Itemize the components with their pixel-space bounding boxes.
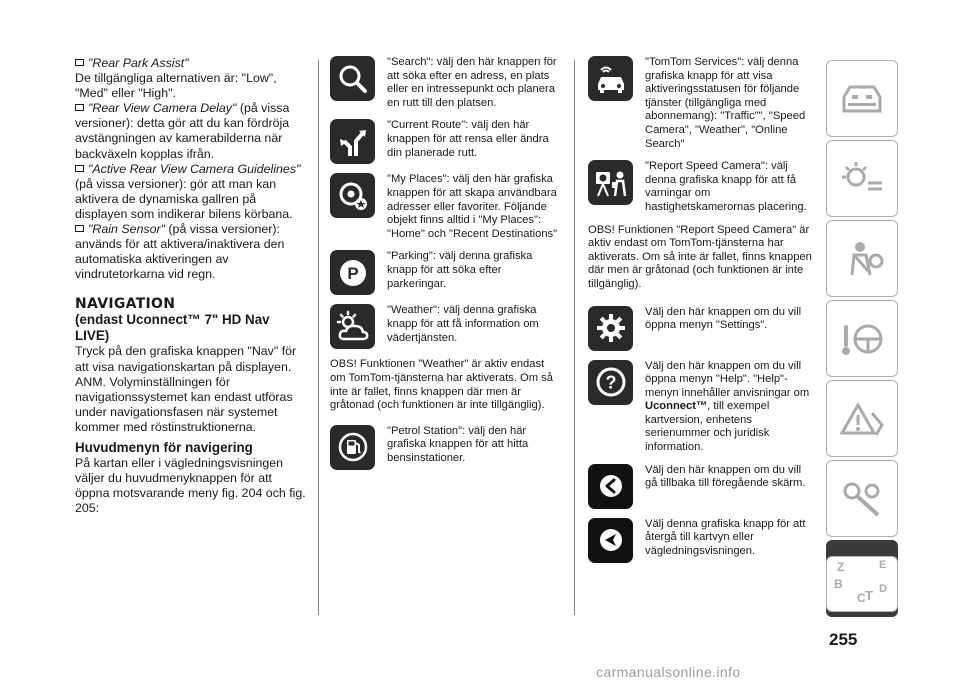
option-rear-view-delay (75, 101, 307, 161)
option-text: De tillgängliga alternativen är: "Low", "Med" eller "High". (75, 71, 277, 101)
map-return-entry (588, 518, 814, 563)
option-active-guidelines (75, 162, 307, 222)
gear-icon (588, 306, 633, 351)
navigation-arrow-icon (588, 518, 633, 563)
help-description (645, 360, 814, 455)
search-description: "Search": välj den här knappen för att söka efter en adress, en plats eller en intressepunkt och planera en rutt till den platsen. (387, 56, 557, 109)
my-places-icon (330, 173, 375, 218)
svg-text:?: ? (605, 372, 616, 393)
steering-wheel-icon (838, 319, 886, 359)
section-subheading: (endast Uconnect™ 7" HD Nav LIVE) (75, 312, 270, 344)
petrol-station-entry (330, 425, 558, 470)
back-entry (588, 464, 814, 509)
speed-camera-description: "Report Speed Camera": välj denna grafiska knapp för att få varningar om hastighetskamerornas placering. (645, 160, 807, 213)
settings-description: Välj den här knappen om du vill öppna menyn "Settings". (645, 305, 802, 332)
weather-description: "Weather": välj denna grafiska knapp för att få information om vädertjänsten. (387, 304, 539, 344)
fuel-pump-icon (330, 425, 375, 470)
nav-note: ANM. Volyminställningen för navigationssystemet kan endast utföras under navigationsfasen när systemet kommer med röstinstruktionerna. (75, 374, 293, 434)
help-text-a: Välj den här knappen om du vill öppna menyn "Help". "Help"-menyn innehåller anvisningar om (645, 359, 810, 399)
menu-paragraph: På kartan eller i vägledningsvisningen väljer du huvudmenyknappen för att öppna motsvarande meny fig. 204 och fig. 205: (75, 455, 306, 516)
current-route-description: "Current Route": välj den här knappen för att rensa eller ändra din planerade rutt. (387, 119, 549, 159)
back-description: Välj den här knappen om du vill gå tillbaka till föregående skärm. (645, 463, 806, 490)
my-places-entry (330, 173, 558, 241)
settings-entry (588, 306, 814, 351)
search-entry (330, 56, 558, 110)
parking-description: "Parking": välj denna grafiska knapp för att söka efter parkeringar. (387, 250, 533, 290)
index-letter: Z (837, 560, 845, 574)
help-icon (588, 360, 633, 405)
warning-triangle-icon (838, 399, 886, 439)
checkbox-icon (75, 104, 84, 111)
left-column (75, 56, 307, 516)
index-letter: D (879, 583, 887, 595)
lights-icon (838, 159, 886, 199)
back-arrow-icon (588, 464, 633, 509)
speed-camera-note: OBS! Funktionen "Report Speed Camera" är aktiv endast om TomTom-tjänsterna har aktiverats. Om så inte är fallet, finns knappen där men är gråtonad (och funktionen är inte tillgänglig). (588, 223, 812, 290)
wrench-icon (838, 479, 886, 519)
option-label: "Rear Park Assist" (88, 56, 189, 70)
petrol-station-description: "Petrol Station": välj den här grafiska knappen för att hitta bensinstationer. (387, 424, 529, 464)
parking-icon (330, 250, 375, 295)
car-services-icon (588, 56, 633, 101)
svg-text:P: P (346, 263, 359, 283)
index-letter: E (879, 559, 887, 571)
seatbelt-icon (838, 239, 886, 279)
help-text-b: , till exempel kartversion, enhetens serienummer och juridisk information. (645, 400, 770, 454)
parking-entry (330, 250, 558, 295)
menu-heading: Huvudmenyn för navigering (75, 439, 253, 455)
option-label: "Rain Sensor" (88, 222, 165, 237)
right-column (588, 56, 814, 572)
tomtom-services-description: "TomTom Services": välj denna grafiska knapp för att visa aktiveringsstatusen för följande tjänster (tillgängliga med abonnemang): "Traffic"", "Speed Camera", "Weather", "Online Search" (645, 56, 806, 150)
index-letter: T (865, 588, 873, 603)
option-label: "Rear View Camera Delay" (88, 101, 237, 116)
current-route-entry (330, 119, 558, 164)
dashboard-icon (838, 79, 886, 119)
chapter-tab-lights[interactable] (826, 140, 898, 217)
index-letter: B (834, 577, 843, 591)
watermark: carmanualsonline.info (596, 664, 741, 680)
weather-icon (330, 304, 375, 349)
option-label: "Active Rear View Camera Guidelines" (88, 161, 301, 176)
option-rain-sensor (75, 222, 307, 282)
column-divider (318, 60, 319, 615)
weather-entry (330, 304, 558, 349)
weather-note: OBS! Funktionen "Weather" är aktiv endast om TomTom-tjänsterna har aktiverats. Om så inte är fallet, finns knappen där men är gråtonad (och funktionen är inte tillgänglig). (330, 358, 553, 412)
help-entry (588, 360, 814, 455)
option-text: (på vissa versioner): detta gör att du kan fördröja avstängningen av kamerabilderna när backväxeln kopplas ifrån. (75, 101, 290, 161)
option-rear-park-assist (75, 56, 307, 71)
map-return-description: Välj denna grafiska knapp för att återgå till kartvyn eller vägledningsvisningen. (645, 517, 806, 557)
chapter-tab-maintenance[interactable] (826, 460, 898, 537)
search-icon (330, 56, 375, 101)
my-places-description: "My Places": välj den här grafiska knappen för att skapa användbara adresser eller favoriter. Följande objekt finns alltid i "My Places": "Home" och "Recent Destinations" (387, 173, 558, 240)
speed-camera-entry (588, 160, 814, 214)
page-number: 255 (829, 630, 858, 649)
option-text: (på vissa versioner): gör att man kan aktivera de dynamiska gallren på displayen som indikerar bilens körbana. (75, 176, 293, 221)
checkbox-icon (75, 59, 84, 66)
index-letter: C (857, 591, 866, 605)
chapter-tab-starting[interactable] (826, 300, 898, 377)
route-icon (330, 119, 375, 164)
checkbox-icon (75, 165, 84, 172)
help-brand: Uconnect™ (645, 400, 708, 413)
section-heading: NAVIGATION (75, 296, 176, 313)
speed-camera-icon (588, 160, 633, 205)
tomtom-services-entry (588, 56, 814, 151)
chapter-tab-emergency[interactable] (826, 380, 898, 457)
middle-column (330, 56, 558, 479)
chapter-tab-dashboard[interactable] (826, 60, 898, 137)
checkbox-icon (75, 225, 84, 232)
nav-paragraph: Tryck på den grafiska knappen "Nav" för att visa navigationskartan på displayen. (75, 344, 297, 374)
option-text: (på vissa versioner): används för att aktivera/inaktivera den automatiska aktiveringen av vindrutetorkarna vid regn. (75, 222, 285, 282)
chapter-tab-index-letters[interactable] (826, 556, 898, 612)
column-divider (574, 60, 575, 615)
chapter-tab-safety[interactable] (826, 220, 898, 297)
